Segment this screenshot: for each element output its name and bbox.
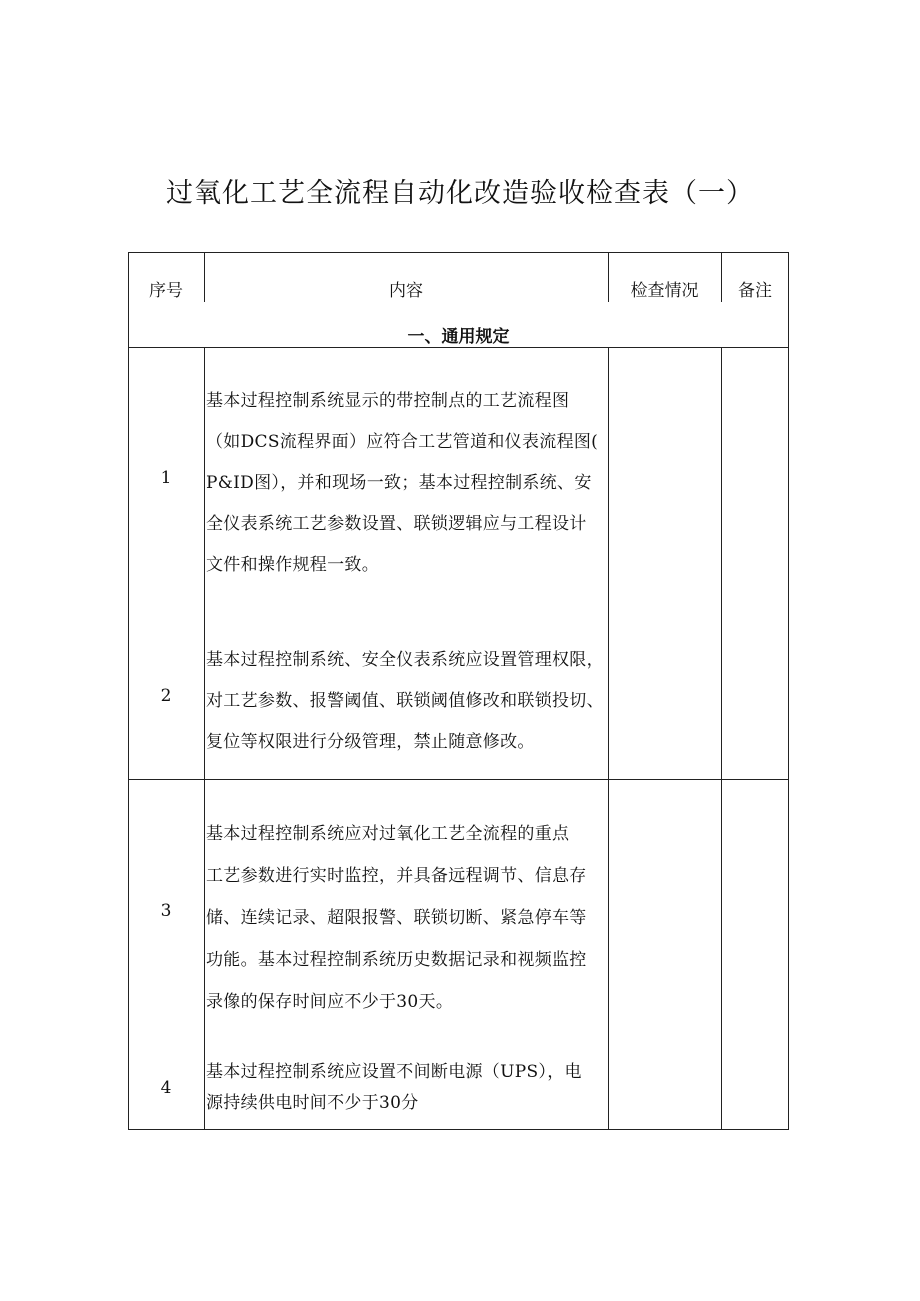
content-line: 储、连续记录、超限报警、联锁切断、紧急停车等 [206,908,587,928]
row-number: 4 [160,1078,172,1098]
document-title: 过氧化工艺全流程自动化改造验收检查表（一） [166,178,754,209]
row-content [206,813,609,1023]
content-line: 对工艺参数、报警阈值、联锁阈值修改和联锁投切、 [206,691,604,711]
row-divider [128,779,789,780]
column-divider [204,347,205,1130]
content-line: 工艺参数进行实时监控，并具备远程调节、信息存 [206,866,587,886]
content-line: 源持续供电时间不少于30分 [206,1093,419,1113]
content-line: 全仪表系统工艺参数设置、联锁逻辑应与工程设计 [206,514,587,534]
row-content [206,381,609,586]
content-line: 复位等权限进行分级管理，禁止随意修改。 [206,732,535,752]
content-line: 录像的保存时间应不少于30天。 [206,992,454,1012]
header-content: 内容 [389,281,423,301]
row-number: 1 [160,468,172,488]
row-number: 3 [160,901,172,921]
row-number: 2 [160,686,172,706]
section-title: 一、通用规定 [407,327,510,347]
column-divider [721,347,722,1130]
content-line: 文件和操作规程一致。 [206,555,379,575]
header-check: 检查情况 [630,281,699,301]
row-content [206,1057,609,1119]
row-content [206,640,609,763]
header-no: 序号 [149,281,183,301]
content-line: 基本过程控制系统、安全仪表系统应设置管理权限， [206,650,604,670]
content-line: 基本过程控制系统应对过氧化工艺全流程的重点 [206,824,570,844]
content-line: （如DCS流程界面）应符合工艺管道和仪表流程图( [206,432,599,452]
content-line: 基本过程控制系统应设置不间断电源（UPS），电 [206,1062,582,1082]
content-line: 功能。基本过程控制系统历史数据记录和视频监控 [206,950,587,970]
content-line: 基本过程控制系统显示的带控制点的工艺流程图 [206,391,570,411]
content-line: P&ID图），并和现场一致；基本过程控制系统、安 [206,473,592,493]
header-remark: 备注 [738,281,772,301]
